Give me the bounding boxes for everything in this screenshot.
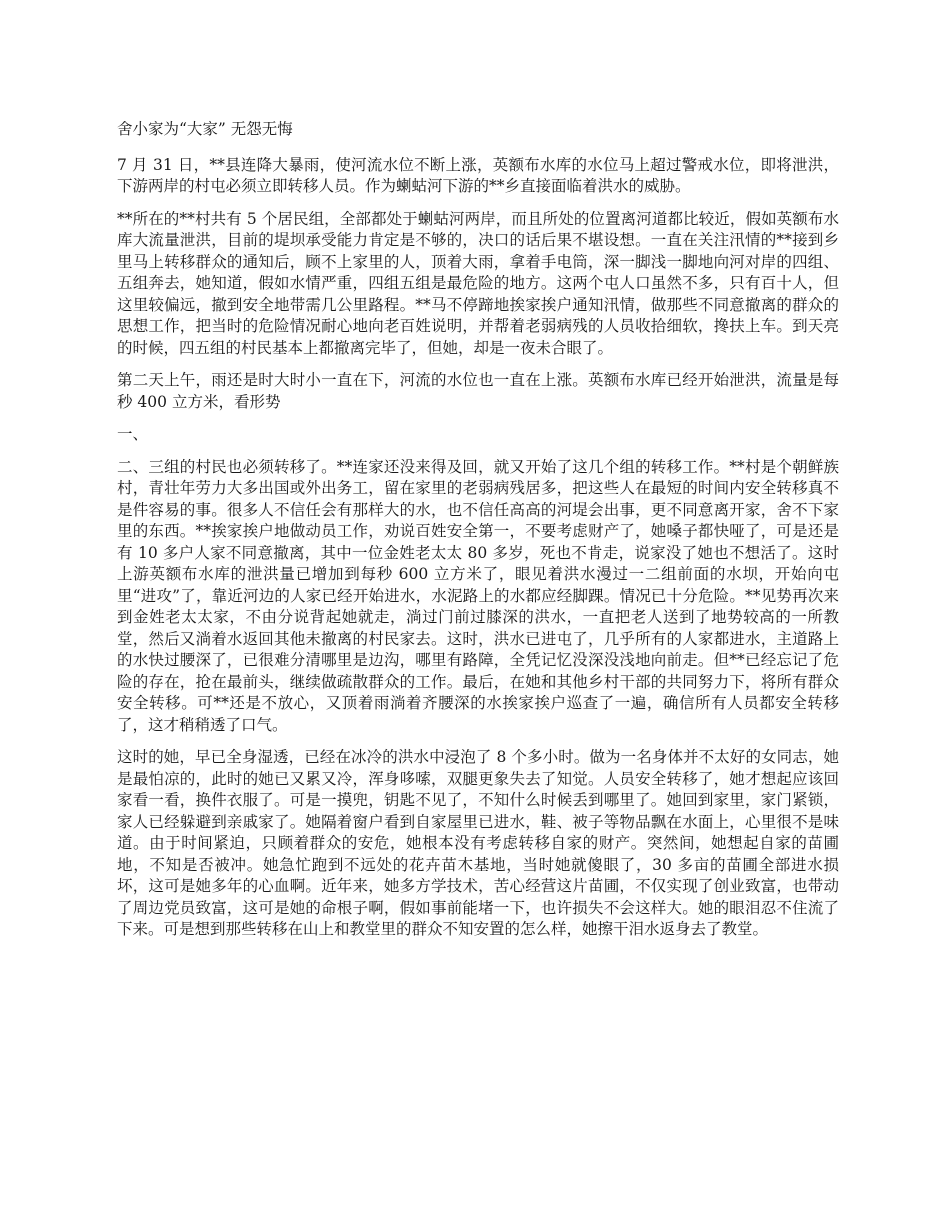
- paragraph-2: **所在的**村共有 5 个居民组，全部都处于蝲蛄河两岸，而且所处的位置离河道都比较近，假如英额布水库大流量泄洪，目前的堤坝承受能力肯定是不够的，决口的话后果不堪设想。一直在关注汛情的**接到乡里马上转移群众的通知后，顾不上家里的人，顶着大雨，拿着手电筒，深一脚浅一脚地向河对岸的四组、五组奔去，她知道，假如水情严重，四组五组是最危险的地方。这两个屯人口虽然不多，只有百十人，但这里较偏远，撤到安全地带需几公里路程。**马不停蹄地挨家挨户通知汛情，做那些不同意撤离的群众的思想工作，把当时的危险情况耐心地向老百姓说明，并帮着老弱病残的人员收拾细软，搀扶上车。到天亮的时候，四五组的村民基本上都撤离完毕了，但她，却是一夜未合眼了。: [117, 209, 839, 357]
- paragraph-3: 第二天上午，雨还是时大时小一直在下，河流的水位也一直在上涨。英额布水库已经开始泄洪，流量是每秒 400 立方米，看形势: [117, 371, 839, 411]
- paragraph-4: 一、: [117, 425, 149, 443]
- document-page: [117, 119, 839, 952]
- paragraph-1: 7 月 31 日，**县连降大暴雨，使河流水位不断上涨，英额布水库的水位马上超过警戒水位，即将泄洪，下游两岸的村屯必须立即转移人员。作为蝲蛄河下游的**乡直接面临着洪水的威胁。: [117, 155, 839, 195]
- document-title: 舍小家为“大家” 无怨无悔: [117, 120, 293, 138]
- paragraph-5: 二、三组的村民也必须转移了。**连家还没来得及回，就又开始了这几个组的转移工作。**村是个朝鲜族村，青壮年劳力大多出国或外出务工，留在家里的老弱病残居多，把这些人在最短的时间内安全转移真不是件容易的事。很多人不信任会有那样大的水，也不信任高高的河堤会出事，更不同意离开家，舍不下家里的东西。**挨家挨户地做动员工作，劝说百姓安全第一，不要考虑财产了，她嗓子都快哑了，可是还是有 10 多户人家不同意撤离，其中一位金姓老太太 80 多岁，死也不肯走，说家没了她也不想活了。这时上游英额布水库的泄洪量已增加到每秒 600 立方米了，眼见着洪水漫过一二组前面的水坝，开始向屯里“进攻”了，靠近河边的人家已经开始进水，水泥路上的水都应经脚踝。情况已十分危险。**见势再次来到金姓老太太家，不由分说背起她就走，淌过门前过膝深的洪水，一直把老人送到了地势较高的一所教堂，然后又淌着水返回其他未撤离的村民家去。这时，洪水已进屯了，几乎所有的人家都进水，主道路上的水快过腰深了，已很难分清哪里是边沟，哪里有路障，全凭记忆没深没浅地向前走。但**已经忘记了危险的存在，抢在最前头，继续做疏散群众的工作。最后，在她和其他乡村干部的共同努力下，将所有群众安全转移。可**还是不放心，又顶着雨淌着齐腰深的水挨家挨户巡查了一遍，确信所有人员都安全转移了，这才稍稍透了口气。: [117, 457, 839, 734]
- paragraph-6: 这时的她，早已全身湿透，已经在冰冷的洪水中浸泡了 8 个多小时。做为一名身体并不太好的女同志，她是最怕凉的，此时的她已又累又冷，浑身哆嗦，双腿更象失去了知觉。人员安全转移了，她才想起应该回家看一看，换件衣服了。可是一摸兜，钥匙不见了，不知什么时候丢到哪里了。她回到家里，家门紧锁，家人已经躲避到亲戚家了。她隔着窗户看到自家屋里已进水，鞋、被子等物品飘在水面上，心里很不是味道。由于时间紧迫，只顾着群众的安危，她根本没有考虑转移自家的财产。突然间，她想起自家的苗圃地，不知是否被冲。她急忙跑到不远处的花卉苗木基地，当时她就傻眼了，30 多亩的苗圃全部进水损坏，这可是她多年的心血啊。近年来，她多方学技术，苦心经营这片苗圃，不仅实现了创业致富，也带动了周边党员致富，这可是她的命根子啊，假如事前能堵一下，也许损失不会这样大。她的眼泪忍不住流了下来。可是想到那些转移在山上和教堂里的群众不知安置的怎么样，她擦干泪水返身去了教堂。: [117, 748, 839, 938]
